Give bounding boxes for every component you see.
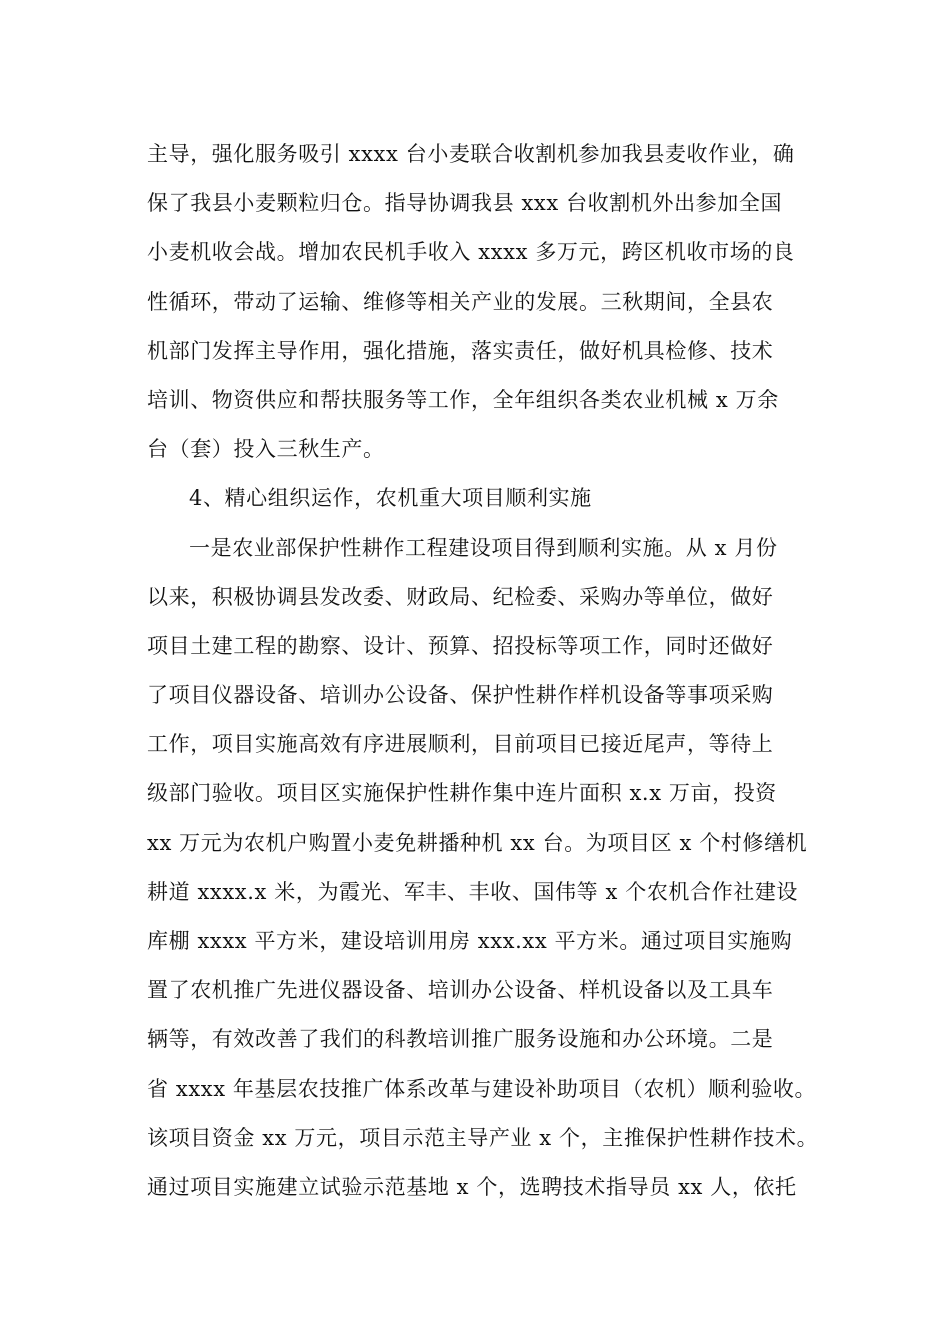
text-line: 主导，强化服务吸引 xxxx 台小麦联合收割机参加我县麦收作业，确 [147,142,795,166]
text-line: 耕道 xxxx.x 米，为霞光、军丰、丰收、国伟等 x 个农机合作社建设 [147,879,799,904]
body-text [147,130,827,1212]
text-line: 保了我县小麦颗粒归仓。指导协调我县 xxx 台收割机外出参加全国 [147,191,783,216]
text-line: 库棚 xxxx 平方米，建设培训用房 xxx.xx 平方米。通过项目实施购 [147,929,793,953]
text-line: 通过项目实施建立试验示范基地 x 个，选聘技术指导员 xx 人，依托 [147,1174,797,1199]
text-line: 级部门验收。项目区实施保护性耕作集中连片面积 x.x 万亩，投资 [147,781,777,806]
text-line: 项目土建工程的勘察、设计、预算、招投标等项工作，同时还做好 [147,633,774,658]
text-line: 以来，积极协调县发改委、财政局、纪检委、采购办等单位，做好 [147,584,774,609]
text-line: 辆等，有效改善了我们的科教培训推广服务设施和办公环境。二是 [147,1027,774,1052]
text-line: 置了农机推广先进仪器设备、培训办公设备、样机设备以及工具车 [147,978,774,1003]
text-line: 省 xxxx 年基层农技推广体系改革与建设补助项目（农机）顺利验收。 [147,1076,817,1101]
text-line: 性循环，带动了运输、维修等相关产业的发展。三秋期间，全县农 [147,289,774,314]
text-line: 工作，项目实施高效有序进展顺利，目前项目已接近尾声，等待上 [147,732,774,757]
text-line: 培训、物资供应和帮扶服务等工作，全年组织各类农业机械 x 万余 [147,387,779,412]
text-line: 一是农业部保护性耕作工程建设项目得到顺利实施。从 x 月份 [189,535,778,560]
text-line: 小麦机收会战。增加农民机手收入 xxxx 多万元，跨区机收市场的良 [147,240,795,265]
text-line: 台（套）投入三秋生产。 [147,437,385,462]
text-line: 该项目资金 xx 万元，项目示范主导产业 x 个，主推保护性耕作技术。 [147,1125,819,1150]
text-line: xx 万元为农机户购置小麦免耕播种机 xx 台。为项目区 x 个村修缮机 [147,830,808,855]
text-line: 机部门发挥主导作用，强化措施，落实责任，做好机具检修、技术 [147,338,774,363]
section-heading: 4、精心组织运作，农机重大项目顺利实施 [189,486,592,511]
text-line: 了项目仪器设备、培训办公设备、保护性耕作样机设备等事项采购 [147,683,774,708]
